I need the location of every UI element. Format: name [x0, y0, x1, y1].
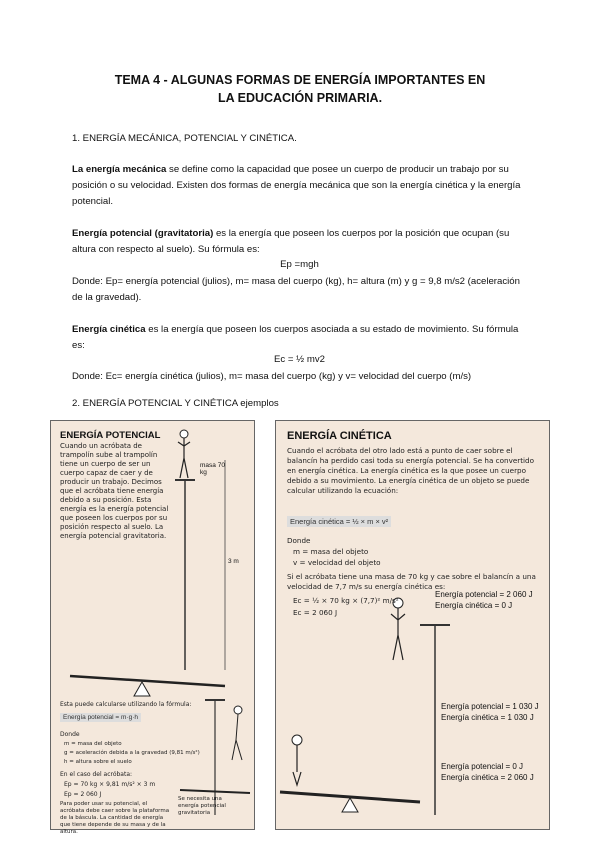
paragraph-potential	[72, 226, 527, 258]
kinetic-figure-heading: ENERGÍA CINÉTICA	[287, 430, 392, 442]
text-mechanical: se define como la capacidad que posee un cuerpo de producir un trabajo por su posición o su velocidad. Existen dos formas de energía mecánica que son la energía cinética y la energía potencial.	[72, 164, 521, 207]
label-mid-kinetic: Energía cinética = 1 030 J	[441, 713, 534, 722]
potential-energy-figure	[50, 420, 255, 835]
potential-formula-intro: Esta puede calcularse utilizando la fórmula:	[60, 701, 192, 708]
kinetic-where-label: Donde	[287, 536, 311, 545]
section-2-heading-examples: ejemplos	[237, 398, 279, 409]
potential-case-intro: En el caso del acróbata:	[60, 771, 133, 778]
kinetic-figure-intro: Cuando el acróbata del otro lado está a punto de caer sobre el balancín ha perdido casi toda su energía potencial. Se ha convertido en energía cinética. La energía cinética es la que posee un cuerpo debido a su movimiento. La energía cinética de un objeto se puede calcular utilizando la ecuación:	[287, 446, 534, 495]
potential-formula: Energía potencial = m·g·h	[60, 713, 141, 722]
potential-where-m: m = masa del objeto	[64, 741, 122, 747]
label-mid-potential: Energía potencial = 1 030 J	[441, 702, 539, 711]
kinetic-case-intro: Si el acróbata tiene una masa de 70 kg y cae sobre el balancín a una velocidad de 7,7 m/s su energía cinética es:	[287, 572, 536, 591]
formula-kinetic: Ec = ½ mv2	[274, 354, 325, 365]
section-1-heading: 1. ENERGÍA MECÁNICA, POTENCIAL Y CINÉTICA.	[72, 133, 297, 144]
potential-label-accel: Se necesita una energía potencial gravitatoria	[178, 796, 226, 816]
label-top-potential: Energía potencial = 2 060 J	[435, 590, 533, 599]
kinetic-formula: Energía cinética = ½ × m × v²	[287, 516, 391, 527]
text-potential: es la energía que poseen los cuerpos por la posición que ocupan (su altura con respecto al suelo). Su fórmula es:	[72, 228, 510, 255]
potential-figure-heading: ENERGÍA POTENCIAL	[60, 430, 161, 441]
potential-calc-1: Ep = 70 kg × 9,81 m/s² × 3 m	[64, 781, 156, 788]
paragraph-kinetic	[72, 322, 527, 354]
label-mass: masa 70 kg	[200, 462, 225, 476]
potential-figure-intro: Cuando un acróbata de trampolín sube al trampolín tiene un cuerpo de ser un cuerpo capaz de caer y de producir un trabajo. Decimos que el acróbata tiene energía debido a su posición. Esta energía es la energía potencial que poseen los cuerpos por su posición respecto al suelo. La energía potencial gravitatoria.	[60, 442, 169, 540]
potential-where-label: Donde	[60, 731, 80, 738]
term-potential: Energía potencial (gravitatoria)	[72, 228, 214, 239]
kinetic-energy-figure	[275, 420, 550, 830]
label-height: 3 m	[228, 558, 239, 565]
kinetic-calc-1: Ec = ½ × 70 kg × (7,7)² m/s²	[293, 596, 399, 605]
term-kinetic: Energía cinética	[72, 324, 146, 335]
page-subtitle: LA EDUCACIÓN PRIMARIA.	[217, 91, 383, 105]
kinetic-where-v: v = velocidad del objeto	[293, 558, 381, 567]
potential-closing: Para poder usar su potencial, el acróbata debe caer sobre la plataforma de la báscula. La cantidad de energía que tiene depende de su masa y de la altura.	[60, 801, 170, 835]
label-bottom-potential: Energía potencial = 0 J	[441, 762, 524, 771]
text-kinetic: es la energía que poseen los cuerpos asociada a su estado de movimiento. Su fórmula es:	[72, 324, 519, 351]
where-potential: Donde: Ep= energía potencial (julios), m= masa del cuerpo (kg), h= altura (m) y g = 9,8 m/s2 (aceleración de la gravedad).	[72, 276, 520, 303]
kinetic-where-m: m = masa del objeto	[293, 547, 369, 556]
page-title: TEMA 4 - ALGUNAS FORMAS DE ENERGÍA IMPORTANTES EN	[114, 73, 486, 87]
potential-where-g: g = aceleración debida a la gravedad (9,81 m/s²)	[64, 750, 200, 756]
where-kinetic: Donde: Ec= energía cinética (julios), m= masa del cuerpo (kg) y v= velocidad del cuerpo (m/s)	[72, 371, 472, 382]
potential-calc-2: Ep = 2 060 J	[64, 791, 102, 798]
label-top-kinetic: Energía cinética = 0 J	[435, 601, 513, 610]
term-mechanical: La energía mecánica	[72, 164, 167, 175]
paragraph-mechanical	[72, 162, 527, 210]
section-2-heading-text: 2. ENERGÍA POTENCIAL Y CINÉTICA	[72, 398, 238, 409]
potential-where-h: h = altura sobre el suelo	[64, 759, 132, 765]
label-bottom-kinetic: Energía cinética = 2 060 J	[441, 773, 534, 782]
section-2-heading	[72, 398, 279, 409]
formula-potential: Ep =mgh	[280, 259, 319, 270]
kinetic-calc-2: Ec = 2 060 J	[293, 608, 338, 617]
